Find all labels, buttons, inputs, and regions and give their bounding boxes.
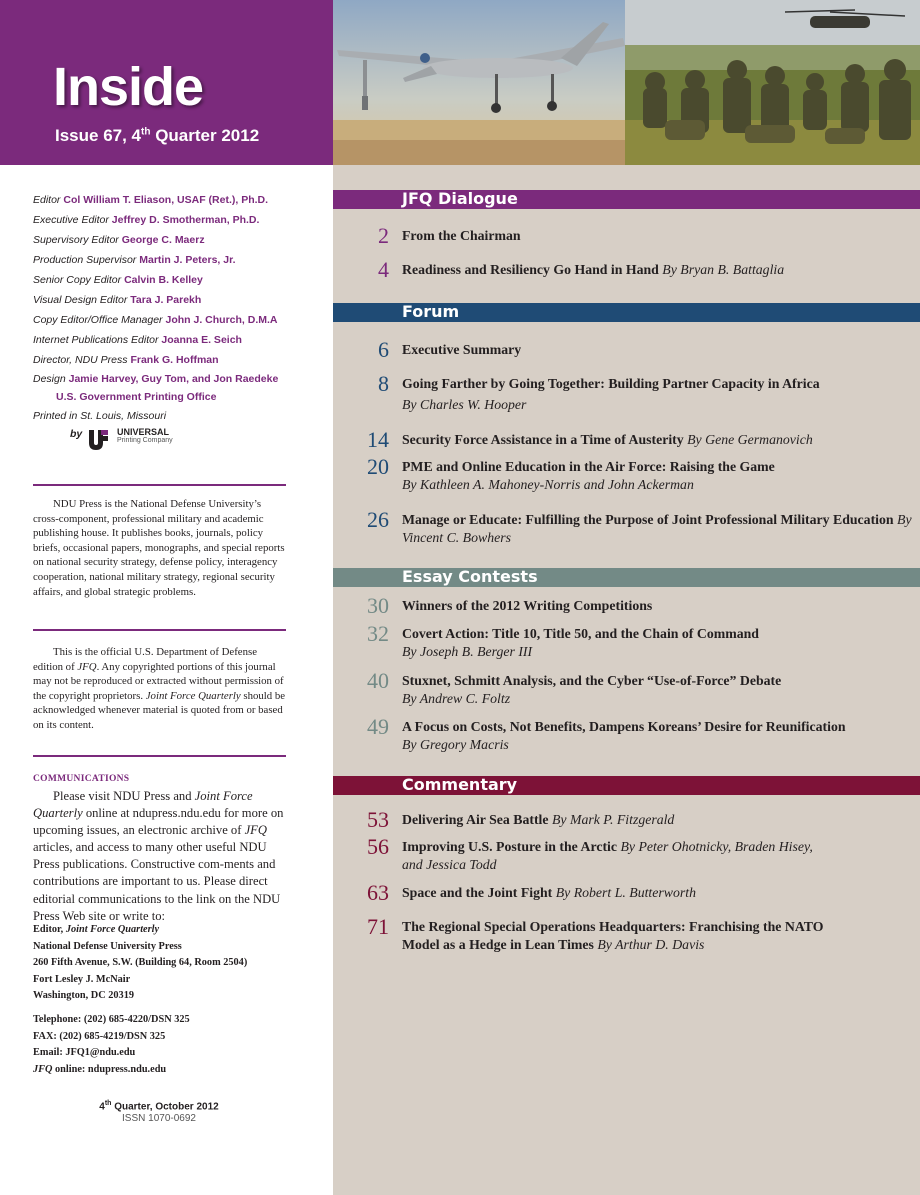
page-number: 53 [367,807,389,832]
page-number: 56 [367,834,389,859]
comm-text-2: online at ndupress.ndu.edu for more on upcoming issues, an electronic archive of [33,806,284,838]
entry-author: By Kathleen A. Mahoney-Norris and John Ackerman [402,477,694,493]
address-line: Fort Lesley J. McNair [33,973,131,985]
entry-title-text: Improving U.S. Posture in the Arctic [402,839,618,854]
official-em-2: Joint Force Quarterly [145,689,241,702]
masthead-person: Martin J. Peters, Jr. [139,254,236,266]
masthead-line [33,230,288,250]
page-number: 20 [367,454,389,479]
page-number: 2 [378,223,389,248]
address-editor-line [33,922,247,939]
table-of-contents [333,165,920,1195]
issue-line [55,126,259,146]
issue-suffix: Quarter 2012 [150,126,260,145]
masthead-role: Visual Design Editor [33,294,128,306]
entry-title-text: A Focus on Costs, Not Benefits, Dampens Koreans’ Desire for Reunification [402,719,846,734]
fax: FAX: (202) 685-4219/DSN 325 [33,1030,166,1042]
comm-em-1: Joint Force Quarterly [33,789,253,821]
entry-title-text: Delivering Air Sea Battle [402,812,549,827]
section-bar-dialogue [333,190,920,209]
online-url: online: ndupress.ndu.edu [52,1063,167,1075]
entry-title [402,341,912,359]
page-number: 6 [378,337,389,362]
section-title: Commentary [402,775,518,794]
masthead-role: Design [33,373,66,385]
entry-title [402,227,912,245]
masthead-line [33,190,288,210]
address-line: Washington, DC 20319 [33,990,134,1001]
printer-by: by [70,428,83,440]
entry-author: By Andrew C. Foltz [402,691,511,707]
entry-title-text: Going Farther by Going Together: Building Partner Capacity in Africa [402,376,820,391]
masthead-person: George C. Maerz [121,234,205,246]
entry-title-text: From the Chairman [402,228,521,243]
section-bar-essay-contests [333,568,920,587]
official-text-2: . Any copyrighted portions of this journal may not be reproduced or extracted without permission of the copyright proprietors. [33,660,284,702]
masthead-printed: Printed in St. Louis, Missouri [33,410,167,422]
page-number: 30 [367,593,389,618]
entry-author: By Peter Ohotnicky, Braden Hisey, [620,839,813,854]
official-text-3: should be acknowledged whenever material is quoted from or based on its content. [33,689,286,731]
issue-sup: th [141,126,151,138]
entry-title-text: The Regional Special Operations Headquarters: Franchising the NATO Model as a Hedge in Lean Times [402,919,824,953]
masthead-line [33,370,288,388]
mailing-address [33,922,247,1005]
entry-author: By Bryan B. Battaglia [662,262,785,277]
masthead-role: Editor [33,194,61,206]
date-suffix: Quarter, October 2012 [111,1101,219,1113]
masthead [33,190,288,426]
section-bar-forum [333,303,920,322]
comm-text-3: articles, and access to many other useful NDU Press publications. Constructive com-ments and contributions are important to us. Please direct editorial communications to the link on the NDU Press Web site or write to: [33,840,281,923]
divider [33,755,286,757]
section-bar-commentary [333,776,920,795]
email: Email: JFQ1@ndu.edu [33,1047,136,1058]
page-number: 32 [367,621,389,646]
contact-info [33,1012,190,1078]
date-prefix: 4 [99,1101,105,1113]
entry-author-cont: and Jessica Todd [402,857,497,873]
masthead-person: Jamie Harvey, Guy Tom, and Jon Raedeke [68,373,279,385]
entry-title [402,718,912,754]
entry-title-text: Manage or Educate: Fulfilling the Purpose of Joint Professional Military Education [402,512,894,527]
entry-author: By Robert L. Butterworth [555,885,696,900]
header-title-block [0,0,333,165]
entry-title [402,672,912,708]
printer-credit [33,428,233,454]
entry-author: By Mark P. Fitzgerald [551,812,675,827]
masthead-person: Jeffrey D. Smotherman, Ph.D. [111,214,260,226]
universal-printing-logo [87,428,109,452]
address-line: 260 Fifth Avenue, S.W. (Building 64, Room 2504) [33,957,248,968]
entry-title [402,458,912,494]
page-number: 26 [367,507,389,532]
masthead-person: Col William T. Eliason, USAF (Ret.), Ph.D. [63,194,269,206]
entry-title [402,884,912,902]
header [0,0,920,165]
masthead-line [33,210,288,230]
masthead-line [33,250,288,270]
issue-prefix: Issue 67, 4 [55,126,142,145]
comm-em-2: JFQ [244,823,267,838]
page-number: 49 [367,714,389,739]
masthead-person: Calvin B. Kelley [124,274,203,286]
masthead-role: Executive Editor [33,214,109,226]
entry-author: By Joseph B. Berger III [402,644,533,660]
communications-label: COMMUNICATIONS [33,774,130,784]
page-number: 71 [367,914,389,939]
page-number: 40 [367,668,389,693]
entry-title [402,375,912,414]
entry-author: By Gregory Macris [402,737,509,753]
entry-title-text: Stuxnet, Schmitt Analysis, and the Cyber “Use-of-Force” Debate [402,673,782,688]
page-number: 63 [367,880,389,905]
address-line: National Defense University Press [33,940,182,952]
telephone: Telephone: (202) 685-4220/DSN 325 [33,1014,190,1025]
page-number: 4 [378,257,389,282]
online-em: JFQ [33,1063,53,1075]
masthead-role: Production Supervisor [33,254,137,266]
divider [33,629,286,631]
entry-title-text: Space and the Joint Fight [402,885,553,900]
masthead-line [33,270,288,290]
masthead-person: Frank G. Hoffman [130,354,219,366]
masthead-person: John J. Church, D.M.A [165,314,278,326]
page-number: 8 [378,371,389,396]
entry-author: By Vincent C. Bowhers [402,512,912,546]
divider [33,484,286,486]
online-line [33,1062,190,1079]
entry-title [402,511,912,547]
official-text-1: This is the official U.S. Department of Defense edition of [33,646,257,673]
entry-title [402,625,912,661]
about-paragraph: NDU Press is the National Defense University’s cross-component, professional military and academic publishing house. It publishes books, journals, policy briefs, occasional papers, monographs, and special reports on national security strategy, defense policy, interagency cooperation, national military strategy, regional security affairs, and global strategic problems. [33,498,285,598]
printer-name: UNIVERSAL [117,427,170,437]
entry-title-text: Covert Action: Title 10, Title 50, and the Chain of Command [402,626,759,641]
entry-title-text: Executive Summary [402,342,522,357]
entry-author: By Arthur D. Davis [597,937,705,953]
masthead-line [33,310,288,330]
masthead-line [33,330,288,350]
masthead-role: Senior Copy Editor [33,274,122,286]
masthead-role: Internet Publications Editor [33,334,159,346]
entry-title-text: Security Force Assistance in a Time of Austerity [402,432,684,447]
entry-title [402,838,912,874]
date-sup: th [104,1100,112,1107]
address-editor-em: Joint Force Quarterly [65,924,160,935]
section-title: JFQ Dialogue [402,189,518,208]
masthead-role: Supervisory Editor [33,234,119,246]
masthead-line [33,290,288,310]
comm-text-1: Please visit NDU Press and [53,789,195,803]
printer-sub: Printing Company [117,437,173,444]
masthead-role: Copy Editor/Office Manager [33,314,163,326]
communications-paragraph [33,788,291,925]
entry-title-text: PME and Online Education in the Air Force: Raising the Game [402,459,775,474]
entry-title-text: Readiness and Resiliency Go Hand in Hand [402,262,659,277]
official-paragraph [33,645,288,733]
entry-title-text: Winners of the 2012 Writing Competitions [402,598,653,613]
entry-author: By Charles W. Hooper [402,397,527,413]
drone-photo [333,0,625,165]
masthead-gpo: U.S. Government Printing Office [56,391,217,403]
masthead-line [33,406,288,426]
masthead-line [33,350,288,370]
masthead-person: Tara J. Parekh [130,294,202,306]
entry-title [402,431,912,449]
masthead-person: Joanna E. Seich [161,334,242,346]
page-title: Inside [53,57,204,117]
section-title: Forum [402,302,460,321]
entry-title [402,597,912,615]
page-number: 14 [367,427,389,452]
masthead-line [33,388,288,406]
troops-helicopter-photo [625,0,920,165]
section-title: Essay Contests [402,567,538,586]
issue-date [0,1100,318,1112]
entry-title [402,811,912,829]
entry-title [402,261,912,279]
official-em-1: JFQ [77,660,97,673]
masthead-role: Director, NDU Press [33,354,128,366]
issn: ISSN 1070-0692 [122,1113,196,1124]
entry-title [402,918,862,954]
address-editor: Editor, [33,924,66,935]
entry-author: By Gene Germanovich [687,432,813,447]
